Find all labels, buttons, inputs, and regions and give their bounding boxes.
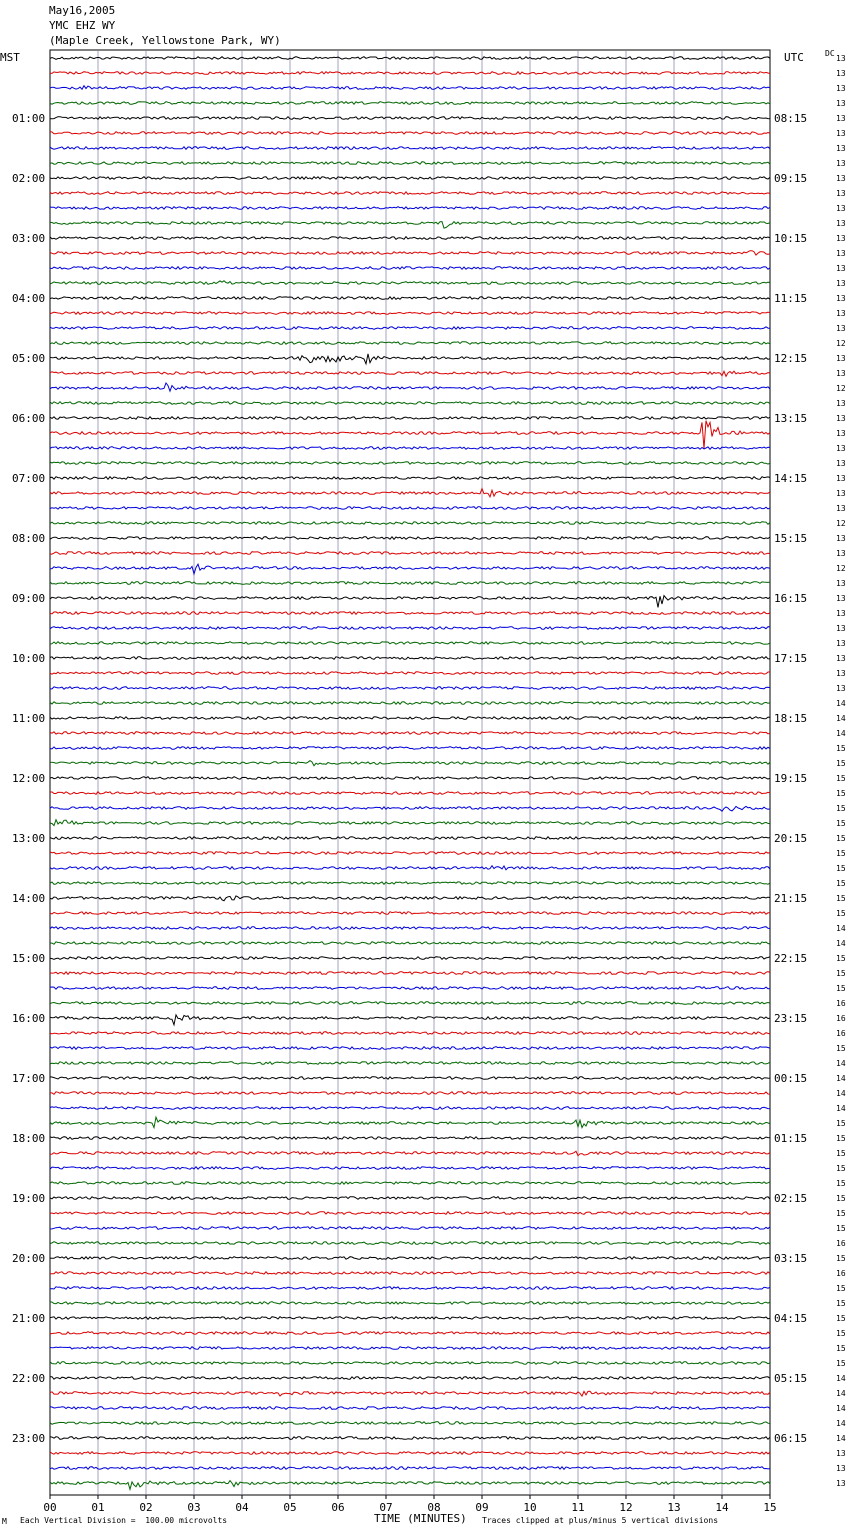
dc-offset-label: 14 — [836, 1074, 846, 1083]
utc-time-label: 01:15 — [774, 1132, 808, 1145]
dc-offset-label: 13 — [836, 324, 846, 333]
utc-time-label: 15:15 — [774, 532, 808, 545]
seismic-trace — [50, 1167, 770, 1170]
dc-offset-label: 13 — [836, 234, 846, 243]
seismic-trace — [50, 612, 770, 615]
seismic-trace — [50, 1117, 770, 1127]
seismic-trace — [50, 402, 770, 405]
mst-time-label: 19:00 — [12, 1192, 46, 1205]
x-tick-label: 13 — [667, 1501, 681, 1514]
dc-offset-label: 13 — [836, 84, 846, 93]
seismic-trace — [50, 537, 770, 540]
seismic-trace — [50, 957, 770, 960]
seismic-trace — [50, 1107, 770, 1110]
dc-offset-label: 14 — [836, 1434, 846, 1443]
utc-time-label: 11:15 — [774, 292, 808, 305]
seismic-trace — [50, 627, 770, 630]
x-tick-label: 10 — [523, 1501, 537, 1514]
utc-time-label: 17:15 — [774, 652, 808, 665]
dc-offset-label: 14 — [836, 1404, 846, 1413]
x-tick-label: 02 — [139, 1501, 153, 1514]
mst-time-label: 10:00 — [12, 652, 46, 665]
x-tick-label: 06 — [331, 1501, 345, 1514]
seismic-trace — [50, 942, 770, 945]
x-tick-label: 07 — [379, 1501, 393, 1514]
dc-offset-label: 14 — [836, 924, 846, 933]
dc-offset-label: 13 — [836, 534, 846, 543]
dc-offset-label: 14 — [836, 729, 846, 738]
seismic-trace — [50, 1272, 770, 1275]
seismic-trace — [50, 251, 770, 255]
dc-offset-label: 13 — [836, 219, 846, 228]
dc-offset-label: 15 — [836, 804, 846, 813]
seismic-trace — [50, 1062, 770, 1065]
dc-offset-label: 15 — [836, 954, 846, 963]
mst-time-label: 02:00 — [12, 172, 46, 185]
utc-time-label: 13:15 — [774, 412, 808, 425]
dc-offset-label: 15 — [836, 1179, 846, 1188]
seismic-trace — [50, 312, 770, 315]
utc-time-label: 00:15 — [774, 1072, 808, 1085]
dc-offset-label: 15 — [836, 879, 846, 888]
dc-offset-label: 15 — [836, 864, 846, 873]
dc-offset-label: 13 — [836, 1449, 846, 1458]
dc-offset-label: 14 — [836, 1389, 846, 1398]
station-location: (Maple Creek, Yellowstone Park, WY) — [49, 34, 281, 47]
seismic-trace — [50, 162, 770, 165]
seismic-trace — [50, 777, 770, 780]
utc-time-label: 04:15 — [774, 1312, 808, 1325]
dc-offset-label: 12 — [836, 384, 846, 393]
dc-offset-label: 13 — [836, 399, 846, 408]
mst-time-label: 11:00 — [12, 712, 46, 725]
dc-offset-label: 14 — [836, 1089, 846, 1098]
mst-time-label: 21:00 — [12, 1312, 46, 1325]
dc-offset-label: 13 — [836, 309, 846, 318]
dc-offset-label: 14 — [836, 1419, 846, 1428]
dc-offset-label: 13 — [836, 459, 846, 468]
seismic-trace — [50, 57, 770, 60]
dc-offset-label: 13 — [836, 624, 846, 633]
seismic-trace — [50, 462, 770, 465]
mst-time-label: 16:00 — [12, 1012, 46, 1025]
utc-time-label: 08:15 — [774, 112, 808, 125]
dc-offset-label: 15 — [836, 1164, 846, 1173]
dc-label: DC — [825, 49, 835, 58]
seismic-trace — [50, 927, 770, 930]
mst-time-label: 09:00 — [12, 592, 46, 605]
dc-offset-label: 15 — [836, 1344, 846, 1353]
seismic-trace — [50, 86, 770, 90]
utc-time-label: 09:15 — [774, 172, 808, 185]
x-axis-title: TIME (MINUTES) — [374, 1512, 467, 1525]
seismic-trace — [50, 207, 770, 210]
utc-time-label: 03:15 — [774, 1252, 808, 1265]
seismic-trace — [50, 1422, 770, 1425]
utc-time-label: 23:15 — [774, 1012, 808, 1025]
seismic-trace — [50, 383, 770, 391]
seismic-trace — [50, 354, 770, 364]
seismic-trace — [50, 837, 770, 840]
dc-offset-label: 16 — [836, 1029, 846, 1038]
x-tick-label: 04 — [235, 1501, 249, 1514]
dc-offset-label: 16 — [836, 1239, 846, 1248]
dc-offset-label: 13 — [836, 69, 846, 78]
seismic-trace — [50, 972, 770, 975]
mst-time-label: 17:00 — [12, 1072, 46, 1085]
corner-mark: M — [2, 1517, 7, 1526]
utc-time-label: 14:15 — [774, 472, 808, 485]
x-tick-label: 08 — [427, 1501, 441, 1514]
seismic-trace — [50, 1137, 770, 1140]
x-tick-label: 11 — [571, 1501, 585, 1514]
seismic-trace — [50, 117, 770, 120]
dc-offset-label: 13 — [836, 54, 846, 63]
mst-time-label: 03:00 — [12, 232, 46, 245]
clip-note: Traces clipped at plus/minus 5 vertical divisions — [482, 1516, 719, 1525]
dc-offset-label: 13 — [836, 99, 846, 108]
dc-offset-label: 13 — [836, 249, 846, 258]
utc-time-label: 02:15 — [774, 1192, 808, 1205]
dc-offset-label: 15 — [836, 744, 846, 753]
dc-offset-label: 12 — [836, 339, 846, 348]
mst-time-label: 04:00 — [12, 292, 46, 305]
seismic-trace — [50, 1347, 770, 1350]
dc-offset-label: 15 — [836, 1329, 846, 1338]
seismic-trace — [50, 672, 770, 675]
utc-time-label: 06:15 — [774, 1432, 808, 1445]
seismic-trace — [50, 267, 770, 270]
dc-offset-label: 15 — [836, 1299, 846, 1308]
dc-offset-label: 13 — [836, 414, 846, 423]
left-axis-title: MST — [0, 51, 20, 64]
dc-offset-label: 14 — [836, 939, 846, 948]
seismic-trace — [50, 582, 770, 585]
seismic-trace — [50, 132, 770, 135]
dc-offset-label: 15 — [836, 1284, 846, 1293]
seismic-trace — [50, 192, 770, 195]
seismic-trace — [50, 852, 770, 855]
dc-offset-label: 13 — [836, 1479, 846, 1488]
seismic-trace — [50, 552, 770, 555]
seismic-trace — [50, 1242, 770, 1245]
seismic-trace — [50, 1092, 770, 1095]
seismic-trace — [50, 1332, 770, 1335]
dc-offset-label: 13 — [836, 129, 846, 138]
seismic-trace — [50, 1002, 770, 1005]
seismic-trace — [50, 1437, 770, 1440]
mst-time-label: 06:00 — [12, 412, 46, 425]
seismic-trace — [50, 1047, 770, 1050]
dc-offset-label: 13 — [836, 429, 846, 438]
mst-time-label: 13:00 — [12, 832, 46, 845]
dc-offset-label: 16 — [836, 1269, 846, 1278]
dc-offset-label: 13 — [836, 354, 846, 363]
seismic-trace — [50, 1287, 770, 1290]
seismic-trace — [50, 327, 770, 330]
mst-time-label: 01:00 — [12, 112, 46, 125]
mst-time-label: 05:00 — [12, 352, 46, 365]
dc-offset-label: 15 — [836, 1314, 846, 1323]
dc-offset-label: 12 — [836, 564, 846, 573]
dc-offset-label: 15 — [836, 834, 846, 843]
seismic-trace — [50, 717, 770, 720]
seismic-trace — [50, 1212, 770, 1215]
dc-offset-label: 13 — [836, 489, 846, 498]
seismic-trace — [50, 1481, 770, 1490]
x-tick-label: 14 — [715, 1501, 729, 1514]
seismic-trace — [50, 912, 770, 915]
dc-offset-label: 15 — [836, 1254, 846, 1263]
seismic-trace — [50, 687, 770, 690]
utc-time-label: 18:15 — [774, 712, 808, 725]
scale-note: Each Vertical Division = 100.00 microvolts — [20, 1516, 228, 1525]
seismic-trace — [50, 177, 770, 180]
mst-time-label: 08:00 — [12, 532, 46, 545]
seismic-trace — [50, 642, 770, 645]
seismic-trace — [50, 489, 770, 497]
utc-time-label: 22:15 — [774, 952, 808, 965]
x-tick-label: 12 — [619, 1501, 633, 1514]
mst-time-label: 15:00 — [12, 952, 46, 965]
dc-offset-label: 13 — [836, 504, 846, 513]
dc-offset-label: 13 — [836, 579, 846, 588]
seismic-trace — [50, 702, 770, 705]
dc-offset-label: 13 — [836, 114, 846, 123]
mst-time-label: 18:00 — [12, 1132, 46, 1145]
seismic-trace — [50, 806, 770, 811]
seismic-trace — [50, 1391, 770, 1396]
seismic-trace — [50, 417, 770, 420]
seismic-trace — [50, 1407, 770, 1410]
seismic-trace — [50, 732, 770, 735]
dc-offset-label: 15 — [836, 774, 846, 783]
seismic-trace — [50, 1452, 770, 1455]
dc-offset-label: 15 — [836, 1149, 846, 1158]
dc-offset-label: 14 — [836, 1104, 846, 1113]
mst-time-label: 07:00 — [12, 472, 46, 485]
seismic-trace — [50, 792, 770, 795]
dc-offset-label: 15 — [836, 1194, 846, 1203]
seismic-trace — [50, 507, 770, 510]
seismic-trace — [50, 421, 770, 449]
dc-offset-label: 14 — [836, 1059, 846, 1068]
seismic-trace — [50, 866, 770, 870]
utc-time-label: 20:15 — [774, 832, 808, 845]
seismic-trace — [50, 657, 770, 660]
dc-offset-label: 15 — [836, 909, 846, 918]
seismic-trace — [50, 1197, 770, 1200]
x-tick-label: 00 — [43, 1501, 57, 1514]
seismic-trace — [50, 882, 770, 885]
dc-offset-label: 15 — [836, 969, 846, 978]
seismic-trace — [50, 761, 770, 766]
dc-offset-label: 15 — [836, 1224, 846, 1233]
mst-time-label: 22:00 — [12, 1372, 46, 1385]
dc-offset-label: 15 — [836, 819, 846, 828]
dc-offset-label: 13 — [836, 654, 846, 663]
utc-time-label: 19:15 — [774, 772, 808, 785]
seismic-trace — [50, 987, 770, 990]
seismic-trace — [50, 222, 770, 229]
seismic-trace — [50, 1032, 770, 1035]
dc-offset-label: 13 — [836, 294, 846, 303]
dc-offset-label: 16 — [836, 999, 846, 1008]
seismic-trace — [50, 896, 770, 901]
dc-offset-label: 14 — [836, 1374, 846, 1383]
seismic-trace — [50, 281, 770, 285]
dc-offset-label: 15 — [836, 759, 846, 768]
dc-offset-label: 15 — [836, 789, 846, 798]
seismic-trace — [50, 342, 770, 345]
seismic-trace — [50, 297, 770, 300]
dc-offset-label: 15 — [836, 1209, 846, 1218]
dc-offset-label: 13 — [836, 159, 846, 168]
dc-offset-label: 15 — [836, 1134, 846, 1143]
station-name: YMC EHZ WY — [49, 19, 116, 32]
x-tick-label: 09 — [475, 1501, 489, 1514]
seismic-trace — [50, 522, 770, 525]
dc-offset-label: 15 — [836, 984, 846, 993]
seismic-trace — [50, 747, 770, 750]
seismic-trace — [50, 820, 770, 826]
seismic-trace — [50, 237, 770, 240]
mst-time-label: 12:00 — [12, 772, 46, 785]
seismic-trace — [50, 477, 770, 480]
seismic-trace — [50, 1302, 770, 1305]
x-tick-label: 05 — [283, 1501, 297, 1514]
dc-offset-label: 14 — [836, 714, 846, 723]
dc-offset-label: 13 — [836, 594, 846, 603]
dc-offset-label: 14 — [836, 699, 846, 708]
utc-time-label: 10:15 — [774, 232, 808, 245]
seismic-trace — [50, 447, 770, 450]
dc-offset-label: 13 — [836, 204, 846, 213]
dc-offset-label: 16 — [836, 1014, 846, 1023]
seismic-trace — [50, 1227, 770, 1230]
dc-offset-label: 13 — [836, 369, 846, 378]
dc-offset-label: 13 — [836, 474, 846, 483]
mst-time-label: 23:00 — [12, 1432, 46, 1445]
seismic-trace — [50, 147, 770, 150]
seismic-trace — [50, 1257, 770, 1260]
x-tick-label: 03 — [187, 1501, 201, 1514]
seismic-trace — [50, 564, 770, 574]
dc-offset-label: 15 — [836, 894, 846, 903]
seismic-trace — [50, 1377, 770, 1380]
utc-time-label: 12:15 — [774, 352, 808, 365]
utc-time-label: 21:15 — [774, 892, 808, 905]
seismic-trace — [50, 102, 770, 105]
seismic-trace — [50, 596, 770, 608]
dc-offset-label: 13 — [836, 669, 846, 678]
dc-offset-label: 15 — [836, 849, 846, 858]
dc-offset-label: 13 — [836, 684, 846, 693]
dc-offset-label: 13 — [836, 444, 846, 453]
dc-offset-label: 15 — [836, 1359, 846, 1368]
dc-offset-label: 12 — [836, 519, 846, 528]
dc-offset-label: 15 — [836, 1044, 846, 1053]
seismic-trace — [50, 1317, 770, 1320]
mst-time-label: 20:00 — [12, 1252, 46, 1265]
dc-offset-label: 13 — [836, 264, 846, 273]
dc-offset-label: 13 — [836, 144, 846, 153]
seismic-trace — [50, 72, 770, 75]
dc-offset-label: 13 — [836, 189, 846, 198]
dc-offset-label: 13 — [836, 1464, 846, 1473]
dc-offset-label: 15 — [836, 1119, 846, 1128]
seismic-trace — [50, 371, 770, 376]
dc-offset-label: 13 — [836, 174, 846, 183]
utc-time-label: 05:15 — [774, 1372, 808, 1385]
seismic-trace — [50, 1015, 770, 1025]
utc-time-label: 16:15 — [774, 592, 808, 605]
mst-time-label: 14:00 — [12, 892, 46, 905]
dc-offset-label: 13 — [836, 279, 846, 288]
dc-offset-label: 13 — [836, 609, 846, 618]
seismic-trace — [50, 1077, 770, 1080]
seismic-trace — [50, 1182, 770, 1185]
seismic-trace — [50, 1362, 770, 1365]
seismic-trace — [50, 1151, 770, 1155]
x-tick-label: 15 — [763, 1501, 777, 1514]
dc-offset-label: 13 — [836, 639, 846, 648]
x-tick-label: 01 — [91, 1501, 105, 1514]
seismic-trace — [50, 1467, 770, 1470]
chart-date: May16,2005 — [49, 4, 116, 17]
right-axis-title: UTC — [784, 51, 804, 64]
dc-offset-label: 13 — [836, 549, 846, 558]
